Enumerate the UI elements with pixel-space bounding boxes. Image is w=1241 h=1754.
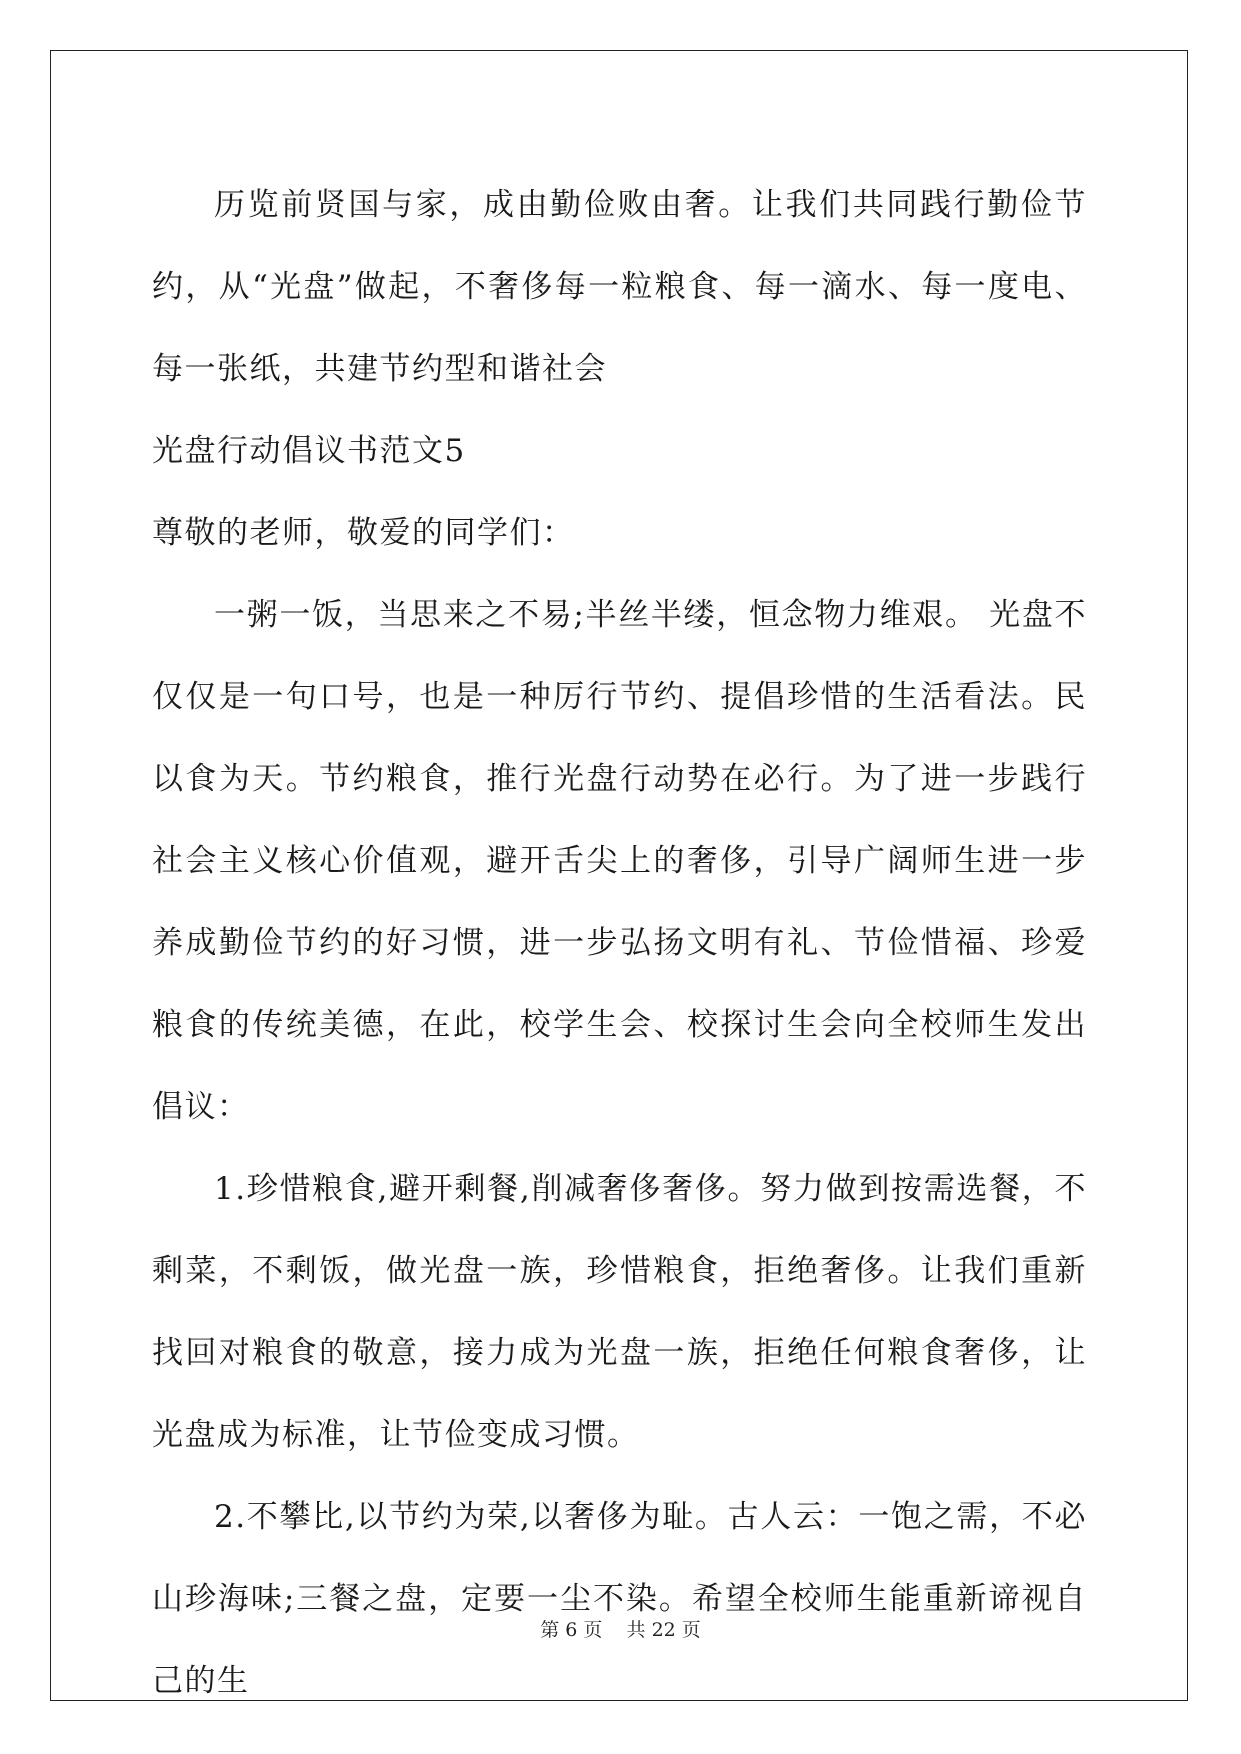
paragraph-body: 一粥一饭，当思来之不易;半丝半缕，恒念物力维艰。 光盘不仅仅是一句口号，也是一种厉行节约、提倡珍惜的生活看法。民以食为天。节约粮食，推行光盘行动势在必行。为了进一步践行社会主义核心价值观，避开舌尖上的奢侈，引导广阔师生进一步养成勤俭节约的好习惯，进一步弘扬文明有礼、节俭惜福、珍爱粮食的传统美德，在此，校学生会、校探讨生会向全校师生发出倡议：: [152, 597, 1087, 1125]
paragraph-intro: 历览前贤国与家，成由勤俭败由奢。让我们共同践行勤俭节约，从“光盘”做起，不奢侈每一粒粮食、每一滴水、每一度电、每一张纸，共建节约型和谐社会: [152, 187, 1087, 387]
paragraph-point-1: 1.珍惜粮食,避开剩餐,削减奢侈奢侈。努力做到按需选餐，不剩菜，不剩饭，做光盘一族，珍惜粮食，拒绝奢侈。让我们重新找回对粮食的敬意，接力成为光盘一族，拒绝任何粮食奢侈，让光盘成为标准，让节俭变成习惯。: [152, 1171, 1087, 1453]
page-number-footer: 第 6 页 共 22 页: [540, 1619, 701, 1641]
document-body: [152, 164, 1087, 1722]
section-heading: 光盘行动倡议书范文5: [152, 433, 466, 469]
paragraph-point-2: 2.不攀比,以节约为荣,以奢侈为耻。古人云：一饱之需，不必山珍海味;三餐之盘，定要一尘不染。希望全校师生能重新谛视自己的生: [152, 1499, 1087, 1699]
salutation: 尊敬的老师，敬爱的同学们：: [152, 515, 575, 551]
